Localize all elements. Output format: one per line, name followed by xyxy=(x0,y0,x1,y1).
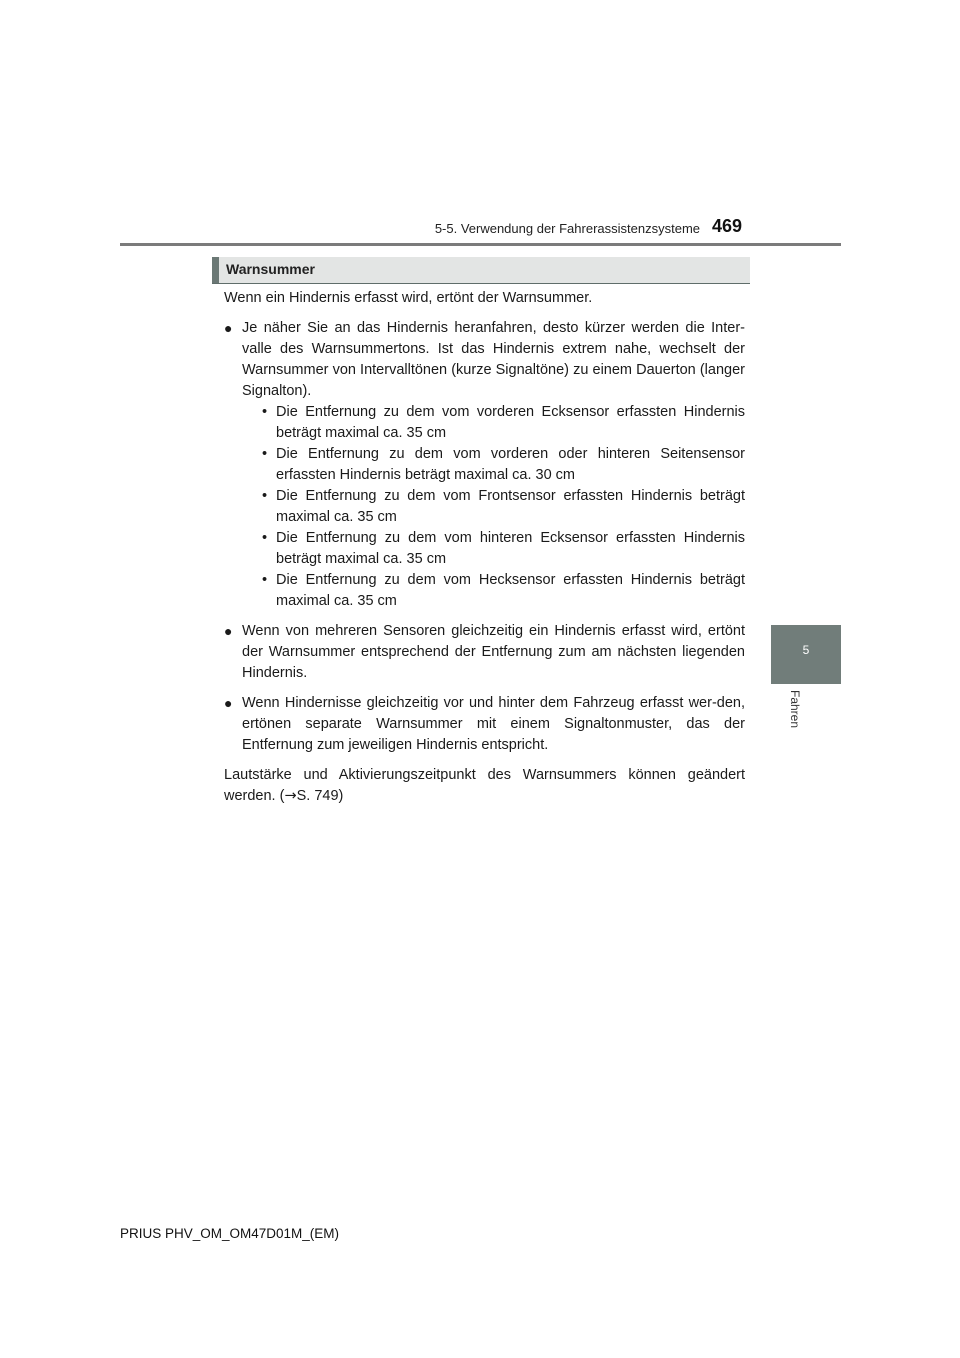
sub-bullet-icon: • xyxy=(262,488,268,504)
sub-item-text: Die Entfernung zu dem vom vorderen oder hinteren Seitensensor erfassten Hindernis beträgt maximal ca. 30 cm xyxy=(276,446,745,483)
bullet-item xyxy=(224,693,745,756)
sub-bullet-icon: • xyxy=(262,572,268,588)
sub-item xyxy=(242,570,745,612)
bullet-text: Je näher Sie an das Hindernis heranfahren, desto kürzer werden die Inter-valle des Warnsummertons. Ist das Hindernis extrem nahe, wechselt der Warnsummer von Intervalltönen (kurze Signaltöne) zu einem Dauerton (langer Signalton). xyxy=(242,320,745,399)
bullet-item xyxy=(224,318,745,612)
section-heading xyxy=(212,257,750,284)
bullet-dot-icon: ● xyxy=(224,320,233,336)
sub-bullet-icon: • xyxy=(262,404,268,420)
bullet-dot-icon: ● xyxy=(224,695,233,711)
intro-paragraph: Wenn ein Hindernis erfasst wird, ertönt der Warnsummer. xyxy=(224,290,593,306)
sub-bullet-icon: • xyxy=(262,446,268,462)
page-reference-link[interactable]: S. 749) xyxy=(296,788,344,804)
body-content xyxy=(224,288,745,816)
bullet-item xyxy=(224,621,745,684)
sub-item xyxy=(242,402,745,444)
sub-item xyxy=(242,444,745,486)
sub-item-text: Die Entfernung zu dem vom hinteren Ecksensor erfassten Hindernis beträgt maximal ca. 35 cm xyxy=(276,530,745,567)
sub-item-text: Die Entfernung zu dem vom vorderen Ecksensor erfassten Hindernis beträgt maximal ca. 35 cm xyxy=(276,404,745,441)
running-header-section: 5-5. Verwendung der Fahrerassistenzsysteme xyxy=(434,221,700,236)
bullet-text: Wenn von mehreren Sensoren gleichzeitig ein Hindernis erfasst wird, ertönt der Warnsummer entsprechend der Entfernung zum am nächsten liegenden Hindernis. xyxy=(242,623,745,681)
sub-item xyxy=(242,528,745,570)
chapter-number: 5 xyxy=(802,643,810,657)
footer-doc-code: PRIUS PHV_OM_OM47D01M_(EM) xyxy=(120,1226,340,1241)
chapter-tab[interactable] xyxy=(771,625,841,684)
arrow-right-icon: → xyxy=(284,788,297,804)
sub-item-text: Die Entfernung zu dem vom Hecksensor erfassten Hindernis beträgt maximal ca. 35 cm xyxy=(276,572,745,609)
sub-list xyxy=(242,402,745,612)
closing-paragraph xyxy=(224,765,745,807)
page-number: 469 xyxy=(712,216,743,236)
section-title: Warnsummer xyxy=(226,261,315,277)
sub-item xyxy=(242,486,745,528)
sub-item-text: Die Entfernung zu dem vom Frontsensor erfassten Hindernis beträgt maximal ca. 35 cm xyxy=(276,488,745,525)
header-divider xyxy=(120,243,841,246)
sub-bullet-icon: • xyxy=(262,530,268,546)
closing-text: Lautstärke und Aktivierungszeitpunkt des Warnsummers können geändert werden. ( xyxy=(224,767,745,804)
bullet-text: Wenn Hindernisse gleichzeitig vor und hinter dem Fahrzeug erfasst wer-den, ertönen separate Warnsummer mit einem Signaltonmuster, das der Entfernung zum jeweiligen Hindernis entspricht. xyxy=(242,695,745,753)
section-heading-bar xyxy=(212,257,219,283)
chapter-label: Fahren xyxy=(788,690,802,729)
bullet-dot-icon: ● xyxy=(224,623,233,639)
